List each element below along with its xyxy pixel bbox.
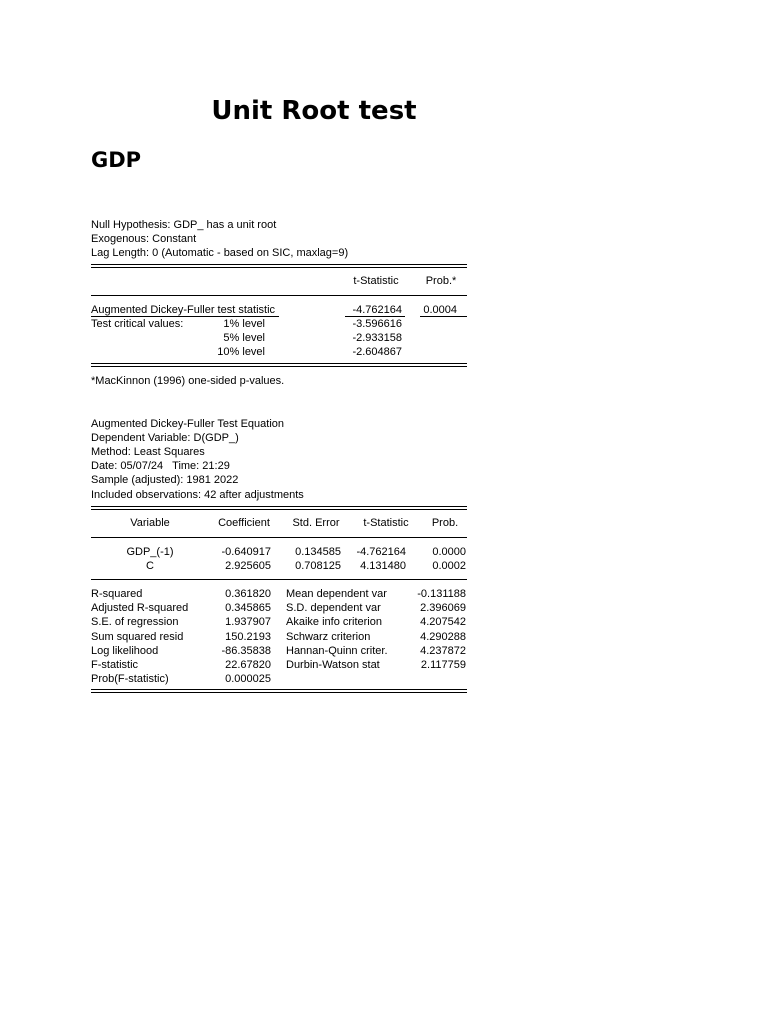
- equation-title: Augmented Dickey-Fuller Test Equation: [91, 418, 285, 430]
- method: Method: Least Squares: [91, 446, 205, 458]
- std-error-value: 0.134585: [295, 546, 341, 558]
- null-hypothesis: Null Hypothesis: GDP_ has a unit root: [91, 219, 277, 231]
- variable-name: GDP_(-1): [126, 546, 174, 558]
- table-rule: [91, 689, 467, 690]
- table-rule: [91, 506, 467, 507]
- critical-values-label: Test critical values:: [91, 318, 184, 330]
- crit-value: -3.596616: [352, 318, 402, 330]
- table-rule: [91, 366, 467, 367]
- crit-level: 10% level: [217, 346, 265, 358]
- stat-value: -0.131188: [417, 588, 466, 600]
- stat-value: 22.67820: [225, 659, 271, 671]
- section-title: GDP: [91, 148, 142, 172]
- table-rule: [91, 579, 467, 580]
- stat-value: 2.396069: [420, 602, 466, 614]
- stat-value: 1.937907: [225, 616, 271, 628]
- stat-label: Hannan-Quinn criter.: [286, 645, 388, 657]
- table-rule: [91, 363, 467, 364]
- stat-value: 0.000025: [225, 673, 271, 685]
- col-header: t-Statistic: [363, 517, 409, 529]
- col-header: Variable: [130, 517, 170, 529]
- stat-label: Adjusted R-squared: [91, 602, 189, 614]
- table-rule: [91, 267, 467, 268]
- crit-level: 5% level: [223, 332, 265, 344]
- stat-label: Durbin-Watson stat: [286, 659, 380, 671]
- stat-value: 4.290288: [420, 631, 466, 643]
- prob-value: 0.0000: [432, 546, 466, 558]
- stat-value: 0.361820: [225, 588, 271, 600]
- table-rule: [91, 295, 467, 296]
- page-title: Unit Root test: [211, 96, 417, 126]
- crit-level: 1% level: [223, 318, 265, 330]
- label-underline: [91, 316, 279, 317]
- stat-label: Akaike info criterion: [286, 616, 382, 628]
- stat-value: 2.117759: [420, 659, 466, 671]
- t-statistic-value: 4.131480: [360, 560, 406, 572]
- stat-label: S.E. of regression: [91, 616, 179, 628]
- stat-value: 0.345865: [225, 602, 271, 614]
- adf-tstat-value: -4.762164: [352, 304, 402, 316]
- col-header-tstat: t-Statistic: [353, 275, 399, 287]
- stat-label: Sum squared resid: [91, 631, 184, 643]
- lag-length: Lag Length: 0 (Automatic - based on SIC, maxlag=9): [91, 247, 349, 259]
- crit-value: -2.604867: [352, 346, 402, 358]
- stat-label: Prob(F-statistic): [91, 673, 169, 685]
- crit-value: -2.933158: [352, 332, 402, 344]
- date-time: Date: 05/07/24 Time: 21:29: [91, 460, 230, 472]
- exogenous: Exogenous: Constant: [91, 233, 197, 245]
- stat-value: -86.35838: [221, 645, 271, 657]
- stat-label: Log likelihood: [91, 645, 159, 657]
- stat-value: 4.207542: [420, 616, 466, 628]
- value-underline: [420, 316, 467, 317]
- value-underline: [345, 316, 405, 317]
- stat-label: F-statistic: [91, 659, 139, 671]
- coefficient-value: -0.640917: [221, 546, 271, 558]
- table-rule: [91, 692, 467, 693]
- stat-value: 150.2193: [225, 631, 271, 643]
- table-rule: [91, 264, 467, 265]
- stat-label: R-squared: [91, 588, 143, 600]
- observations: Included observations: 42 after adjustments: [91, 489, 304, 501]
- dependent-variable: Dependent Variable: D(GDP_): [91, 432, 239, 444]
- col-header-prob: Prob.*: [425, 275, 457, 287]
- coefficient-value: 2.925605: [225, 560, 271, 572]
- stat-label: Mean dependent var: [286, 588, 387, 600]
- std-error-value: 0.708125: [295, 560, 341, 572]
- variable-name: C: [146, 560, 154, 572]
- footnote: *MacKinnon (1996) one-sided p-values.: [91, 375, 285, 387]
- adf-statistic-label: Augmented Dickey-Fuller test statistic: [91, 304, 276, 316]
- col-header: Std. Error: [292, 517, 340, 529]
- sample: Sample (adjusted): 1981 2022: [91, 474, 239, 486]
- stat-value: 4.237872: [420, 645, 466, 657]
- table-rule: [91, 537, 467, 538]
- table-rule: [91, 509, 467, 510]
- col-header: Prob.: [431, 517, 459, 529]
- t-statistic-value: -4.762164: [356, 546, 406, 558]
- stat-label: Schwarz criterion: [286, 631, 371, 643]
- col-header: Coefficient: [218, 517, 270, 529]
- adf-prob-value: 0.0004: [423, 304, 457, 316]
- stat-label: S.D. dependent var: [286, 602, 381, 614]
- prob-value: 0.0002: [432, 560, 466, 572]
